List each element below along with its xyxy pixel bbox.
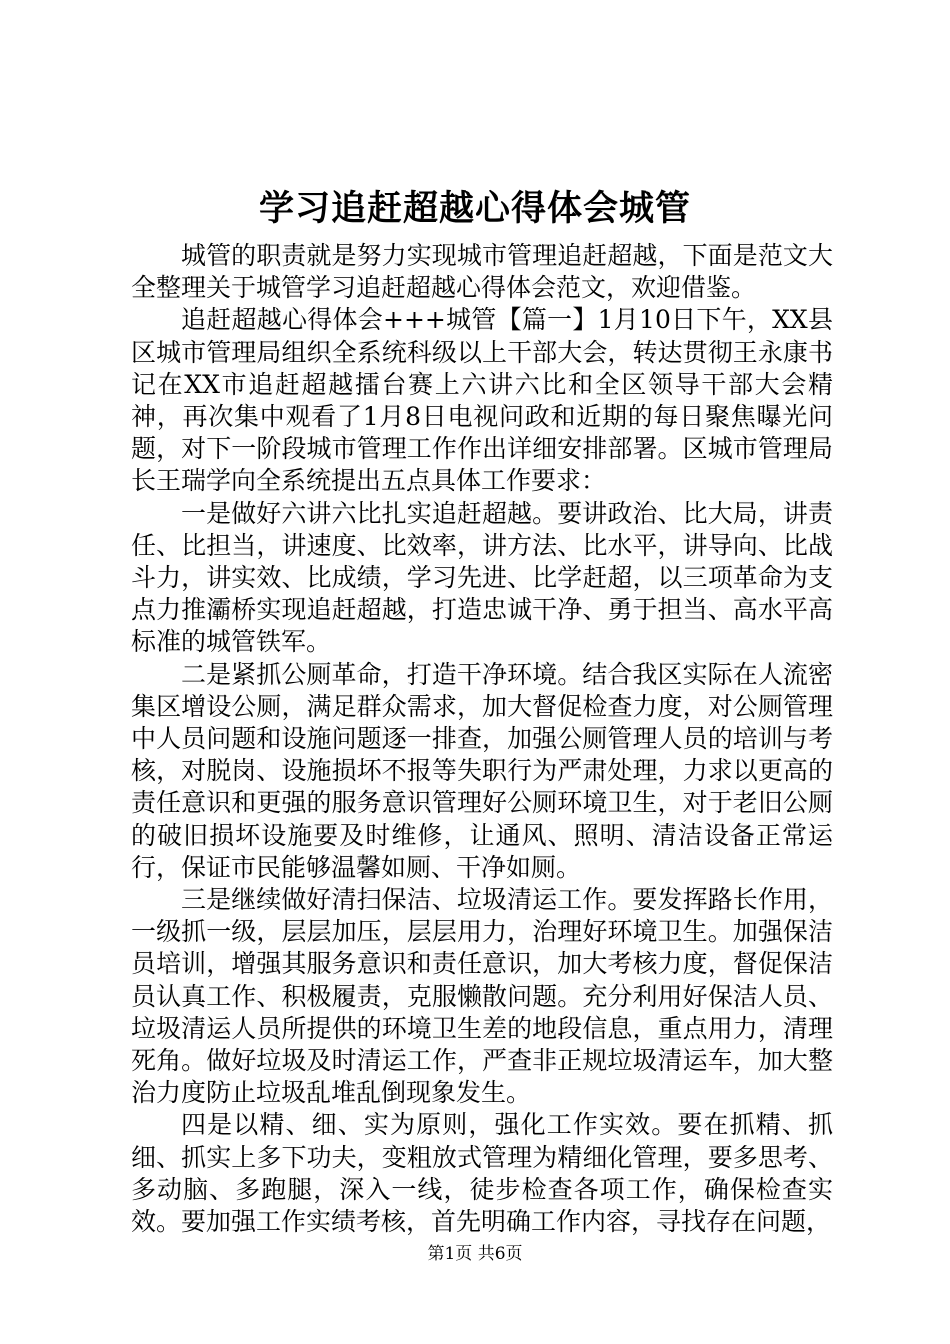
paragraph-point-one: 一是做好六讲六比扎实追赶超越。要讲政治、比大局，讲责任、比担当，讲速度、比效率，讲方法、比水平，讲导向、比战斗力，讲实效、比成绩，学习先进、比学赶超，以三项革命为支点力推灞桥实现追赶超越，打造忠诚干净、勇于担当、高水平高标准的城管铁军。 — [131, 498, 833, 657]
paragraph-intro: 城管的职责就是努力实现城市管理追赶超越，下面是范文大全整理关于城管学习追赶超越心得体会范文，欢迎借鉴。 — [131, 241, 833, 303]
document-title: 学习追赶超越心得体会城管 — [258, 188, 691, 229]
paragraph-section-one: 追赶超越心得体会+++城管【篇一】1月10日下午，XX县区城市管理局组织全系统科级以上干部大会，转达贯彻王永康书记在XX市追赶超越擂台赛上六讲六比和全区领导干部大会精神，再次集中观看了1月8日电视问政和近期的每日聚焦曝光问题，对下一阶段城市管理工作作出详细安排部署。区城市管理局长王瑞学向全系统提出五点具体工作要求： — [131, 305, 833, 496]
paragraph-point-two: 二是紧抓公厕革命，打造干净环境。结合我区实际在人流密集区增设公厕，满足群众需求，加大督促检查力度，对公厕管理中人员问题和设施问题逐一排查，加强公厕管理人员的培训与考核，对脱岗、设施损坏不报等失职行为严肃处理，力求以更高的责任意识和更强的服务意识管理好公厕环境卫生，对于老旧公厕的破旧损坏设施要及时维修，让通风、照明、清洁设备正常运行，保证市民能够温馨如厕、干净如厕。 — [131, 659, 833, 882]
page-footer: 第1页 共6页 — [427, 1244, 523, 1264]
paragraph-point-four: 四是以精、细、实为原则，强化工作实效。要在抓精、抓细、抓实上多下功夫，变粗放式管理为精细化管理，要多思考、多动脑、多跑腿，深入一线，徒步检查各项工作，确保检查实效。要加强工作实绩考核，首先明确工作内容，寻找存在问题， — [131, 1110, 833, 1237]
paragraph-point-three: 三是继续做好清扫保洁、垃圾清运工作。要发挥路长作用，一级抓一级，层层加压，层层用力，治理好环境卫生。加强保洁员培训，增强其服务意识和责任意识，加大考核力度，督促保洁员认真工作、积极履责，克服懒散问题。充分利用好保洁人员、垃圾清运人员所提供的环境卫生差的地段信息，重点用力，清理死角。做好垃圾及时清运工作，严查非正规垃圾清运车，加大整治力度防止垃圾乱堆乱倒现象发生。 — [131, 885, 833, 1108]
document-body — [131, 240, 833, 1238]
